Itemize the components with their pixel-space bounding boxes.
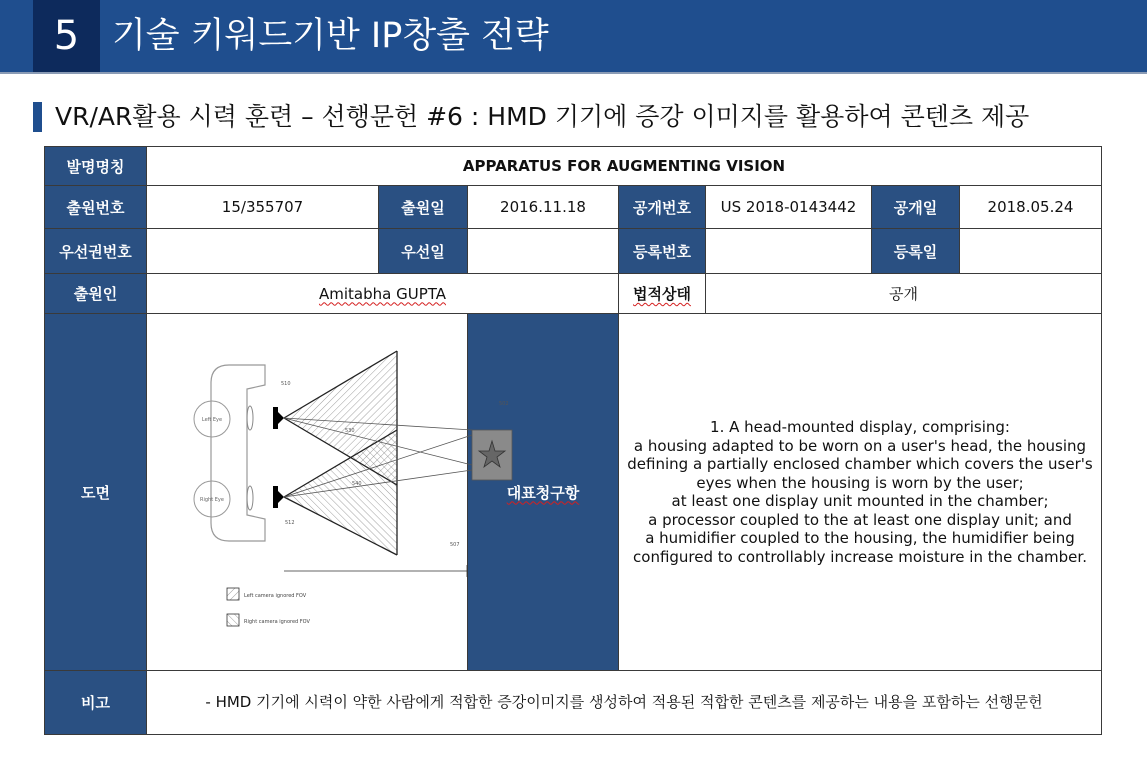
bottom-camera	[273, 486, 278, 508]
header-divider	[0, 72, 1147, 74]
ref-510: 510	[281, 380, 291, 387]
ref-540: 540	[352, 480, 362, 487]
claim-label-text: 대표청구항	[506, 483, 580, 502]
registration-no-value	[706, 229, 872, 274]
publication-date-value: 2018.05.24	[960, 186, 1102, 229]
patent-info-table	[44, 146, 1102, 735]
left-eye-label: Left Eye	[201, 416, 223, 423]
legend-left-label: Left camera ignored FOV	[244, 592, 307, 599]
section-number: 5	[33, 0, 100, 72]
legal-status-value: 공개	[706, 274, 1102, 314]
legend-right-swatch	[227, 614, 239, 626]
application-date-value: 2016.11.18	[468, 186, 619, 229]
legend-right-label: Right camera ignored FOV	[244, 618, 310, 625]
drawing-label: 도면	[45, 314, 147, 671]
applicant-name: Amitabha GUPTA	[318, 284, 446, 303]
hmd-housing-outline	[211, 365, 265, 541]
applicant-value	[147, 274, 619, 314]
header-banner	[0, 0, 1147, 72]
legal-status-label	[619, 274, 706, 314]
left-lens	[247, 406, 253, 430]
subtitle-accent-bar	[33, 102, 42, 132]
remarks-label: 비고	[45, 671, 147, 735]
publication-date-label: 공개일	[872, 186, 960, 229]
right-eye-label: Right Eye	[200, 496, 224, 503]
invention-name-value: APPARATUS FOR AUGMENTING VISION	[147, 147, 1102, 186]
legal-status-label-text: 법적상태	[633, 285, 691, 303]
top-camera-tip	[278, 412, 284, 424]
remarks-text: - HMD 기기에 시력이 약한 사람에게 적합한 증강이미지를 생성하여 적용된 적합한 콘텐츠를 제공하는 내용을 포함하는 선행문헌	[147, 671, 1102, 735]
ref-512: 512	[285, 519, 295, 526]
application-date-label: 출원일	[379, 186, 468, 229]
priority-no-label: 우선권번호	[45, 229, 147, 274]
invention-name-label: 발명명칭	[45, 147, 147, 186]
priority-date-label: 우선일	[379, 229, 468, 274]
subtitle-text: VR/AR활용 시력 훈련 – 선행문헌 #6 : HMD 기기에 증강 이미지를 활용하여 콘텐츠 제공	[55, 102, 1030, 131]
legend-left-swatch	[227, 588, 239, 600]
patent-figure	[147, 315, 519, 670]
right-lens	[247, 486, 253, 510]
publication-no-label: 공개번호	[619, 186, 706, 229]
ref-502: 502	[499, 400, 509, 407]
bottom-camera-tip	[278, 491, 284, 503]
registration-date-value	[960, 229, 1102, 274]
claim-text: 1. A head-mounted display, comprising: a housing adapted to be worn on a user's head, the housing defining a partially enclosed chamber which covers the user's eyes when the housing is worn by the user; at least one display unit mounted in the chamber; a processor coupled to the at least one display unit; and a humidifier coupled to the housing, the humidifier being configured to controllably increase moisture in the chamber.	[619, 314, 1102, 671]
registration-no-label: 등록번호	[619, 229, 706, 274]
ref-530: 530	[345, 427, 355, 434]
drawing-cell	[147, 314, 509, 671]
registration-date-label: 등록일	[872, 229, 960, 274]
applicant-label: 출원인	[45, 274, 147, 314]
top-camera	[273, 407, 278, 429]
application-no-value: 15/355707	[147, 186, 379, 229]
publication-no-value: US 2018-0143442	[706, 186, 872, 229]
priority-date-value	[468, 229, 619, 274]
priority-no-value	[147, 229, 379, 274]
ref-507: 507	[450, 541, 460, 548]
application-no-label: 출원번호	[45, 186, 147, 229]
page-title: 기술 키워드기반 IP창출 전략	[112, 16, 549, 56]
claim-label	[468, 314, 619, 671]
